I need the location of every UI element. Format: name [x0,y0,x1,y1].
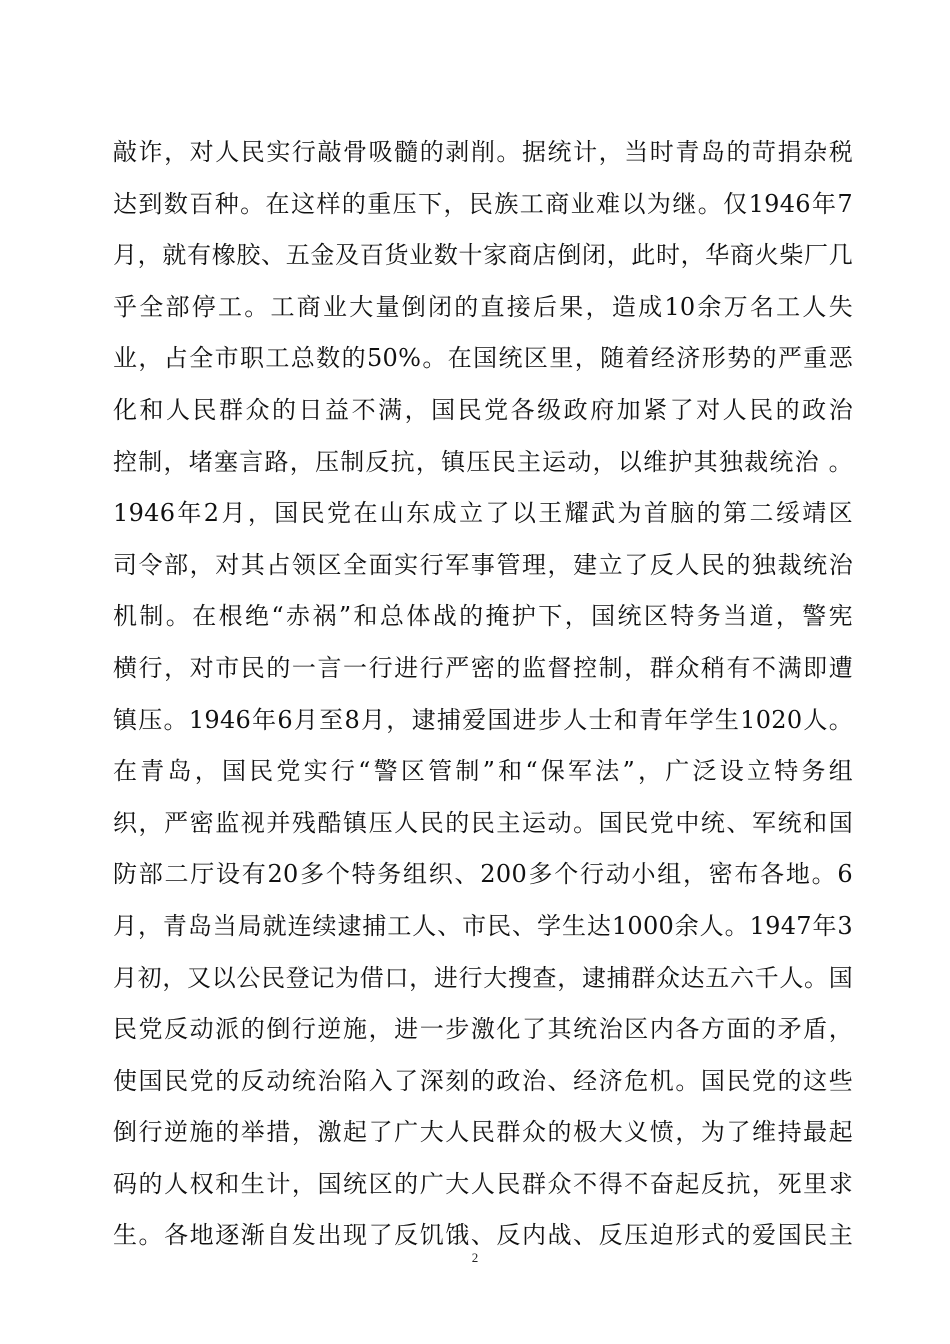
text-line: 镇压。1946年6月至8月，逮捕爱国进步人士和青年学生1020人。 [113,705,853,734]
page-number: 2 [471,1250,479,1265]
text-line: 码的人权和生计，国统区的广大人民群众不得不奋起反抗，死里求 [113,1169,853,1198]
text-line: 司令部，对其占领区全面实行军事管理，建立了反人民的独裁统治 [113,550,853,579]
text-line: 月初，又以公民登记为借口，进行大搜查，逮捕群众达五六千人。国 [113,963,853,992]
text-line: 1946年2月，国民党在山东成立了以王耀武为首脑的第二绥靖区 [113,499,853,528]
text-line: 生。各地逐渐自发出现了反饥饿、反内战、反压迫形式的爱国民主 [113,1221,853,1250]
text-line: 敲诈，对人民实行敲骨吸髓的剥削。据统计，当时青岛的苛捐杂税 [113,138,853,166]
text-line: 乎全部停工。工商业大量倒闭的直接后果，造成10余万名工人失 [113,292,853,321]
text-line: 在青岛，国民党实行“警区管制”和“保军法”，广泛设立特务组 [113,757,853,786]
text-line: 控制，堵塞言路，压制反抗，镇压民主运动，以维护其独裁统治 。 [113,447,853,476]
body-text [113,130,853,1265]
text-line: 业，占全市职工总数的50%。在国统区里，随着经济形势的严重恶 [113,344,853,373]
text-line: 防部二厅设有20多个特务组织、200多个行动小组，密布各地。6 [113,860,853,889]
text-line: 使国民党的反动统治陷入了深刻的政治、经济危机。国民党的这些 [113,1066,853,1095]
text-line: 月，青岛当局就连续逮捕工人、市民、学生达1000余人。1947年3 [113,911,853,940]
text-line: 倒行逆施的举措，激起了广大人民群众的极大义愤，为了维持最起 [113,1118,853,1147]
text-line: 月，就有橡胶、五金及百货业数十家商店倒闭，此时，华商火柴厂几 [113,241,853,270]
text-line: 民党反动派的倒行逆施，进一步激化了其统治区内各方面的矛盾， [113,1015,853,1044]
text-line: 达到数百种。在这样的重压下，民族工商业难以为继。仅1946年7 [113,189,853,218]
text-line: 化和人民群众的日益不满，国民党各级政府加紧了对人民的政治 [113,395,853,424]
text-line: 织，严密监视并残酷镇压人民的民主运动。国民党中统、军统和国 [113,808,853,837]
text-line: 横行，对市民的一言一行进行严密的监督控制，群众稍有不满即遭 [113,653,853,682]
text-line: 机制。在根绝“赤祸”和总体战的掩护下，国统区特务当道，警宪 [113,602,853,631]
